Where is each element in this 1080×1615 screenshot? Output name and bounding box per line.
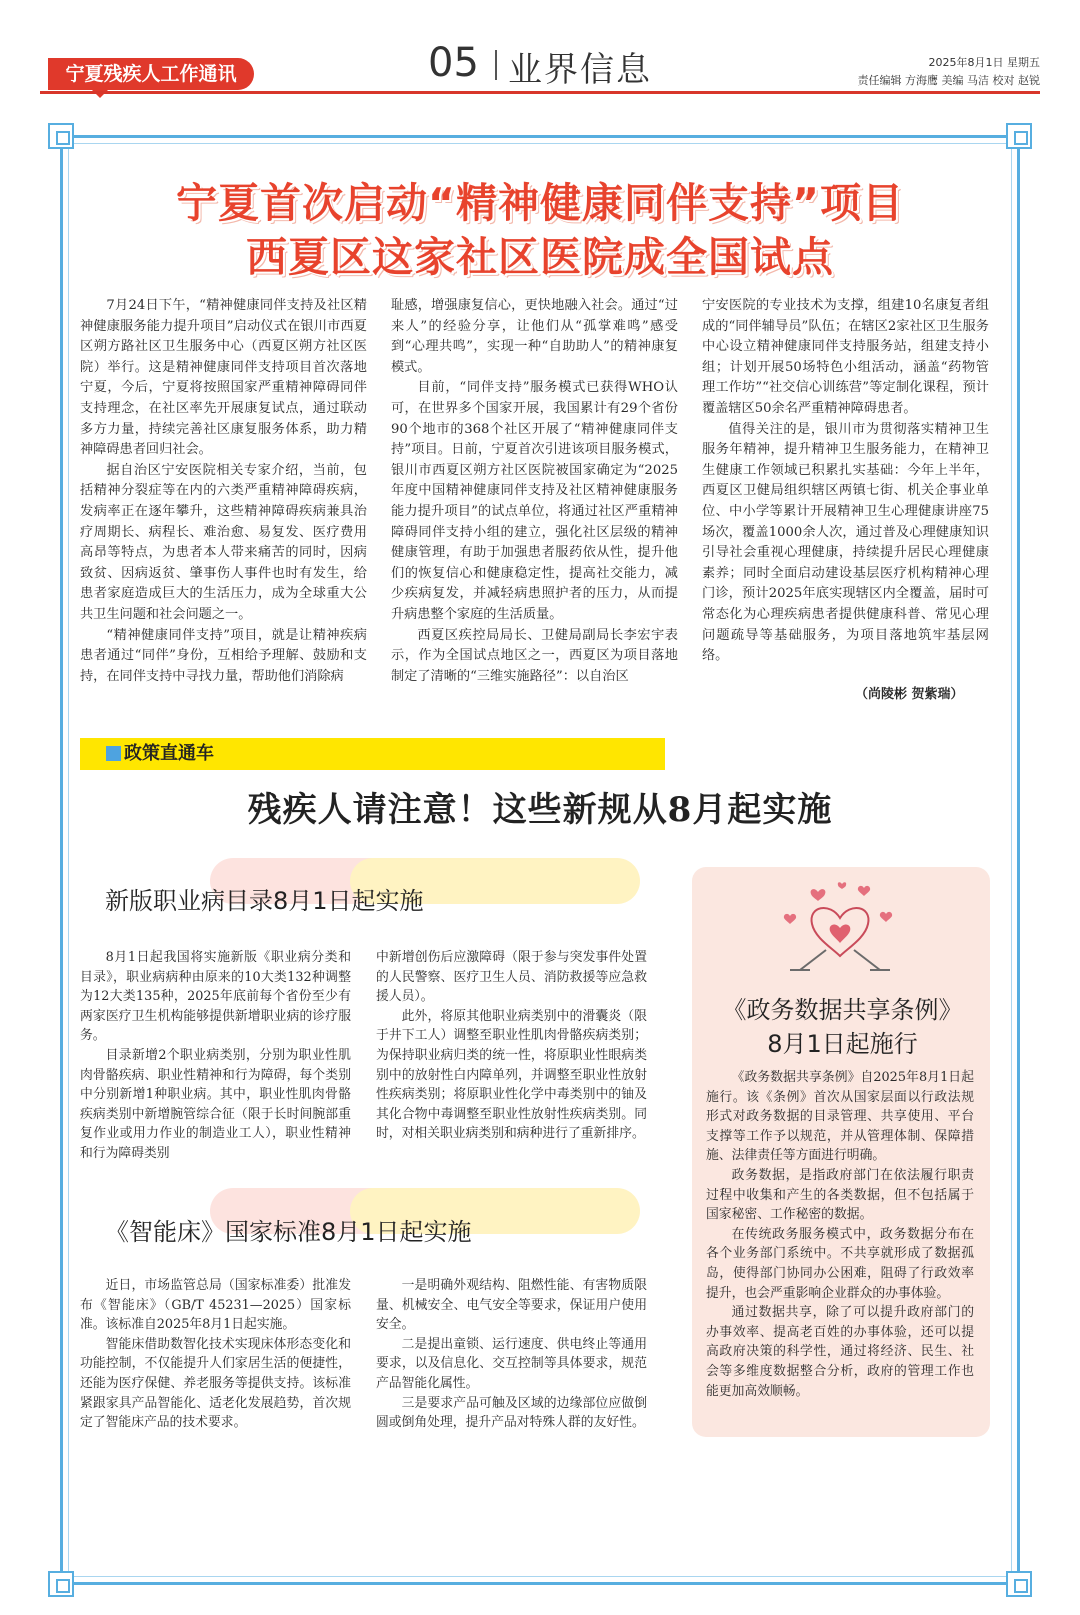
paragraph: 智能床借助数智化技术实现床体形态变化和功能控制，不仅能提升人们家居生活的便捷性，还能为医疗保健、养老服务等提供支持。该标准紧跟家具产品智能化、适老化发展趋势，首次规定了智能床产品的技术要求。 [80, 1336, 351, 1431]
paragraph: “精神健康同伴支持”项目，就是让精神疾病患者通过“同伴”身份，互相给予理解、鼓励和支持，在同伴支持中寻找力量，帮助他们消除病 [80, 627, 367, 684]
page-number: 05 [428, 40, 479, 86]
paragraph: 宁安医院的专业技术为支撑，组建10名康复者组成的“同伴辅导员”队伍；在辖区2家社区卫生服务中心设立精神健康同伴支持服务站，组建支持小组；计划开展50场特色小组活动，涵盖“药物管理工作坊”“社交信心训练营”等定制化课程，预计覆盖辖区50余名严重精神障碍患者。 [702, 298, 989, 416]
article-headline-line1: 宁夏首次启动“精神健康同伴支持”项目 [176, 179, 904, 227]
paragraph: 目录新增2个职业病类别，分别为职业性肌肉骨骼疾病、职业性精神和行为障碍，每个类别中分别新增1种职业病。其中，职业性肌肉骨骼疾病类别中新增腕管综合征（限于长时间腕部重复作业或用力作业的制造业工人），职业性精神和行为障碍类别 [80, 1047, 351, 1161]
item-column-1 [80, 1276, 351, 1433]
item-column-2 [376, 1276, 647, 1433]
header-rule [40, 91, 1040, 94]
paragraph: 西夏区疾控局局长、卫健局副局长李宏宇表示，作为全国试点地区之一，西夏区为项目落地制定了清晰的“三维实施路径”：以自治区 [391, 627, 678, 684]
frame-corner-ornament [1006, 1571, 1032, 1597]
sidebar-body [706, 1068, 974, 1401]
paragraph: 7月24日下午，“精神健康同伴支持及社区精神健康服务能力提升项目”启动仪式在银川市西夏区朔方路社区卫生服务中心（西夏区朔方社区医院）举行。这是精神健康同伴支持项目首次落地宁夏，今后，宁夏将按照国家严重精神障碍同伴支持理念，在社区率先开展康复试点，通过联动多方力量，持续完善社区康复服务体系，助力精神障碍患者回归社会。 [80, 298, 367, 458]
header-divider [495, 50, 497, 80]
item-column-1 [80, 948, 351, 1164]
paragraph: 值得关注的是，银川市为贯彻落实精神卫生服务年精神，提升精神卫生服务能力，在精神卫生健康工作领域已积累扎实基础：今年上半年，西夏区卫健局组织辖区两镇七街、机关企事业单位、中小学等累计开展精神卫生心理健康讲座75场次，覆盖1000余人次，通过普及心理健康知识引导社会重视心理健康，持续提升居民心理健康素养；同时全面启动建设基层医疗机构精神心理门诊，预计2025年底实现辖区内全覆盖，届时可常态化为心理疾病患者提供健康科普、常见心理问题疏导等基础服务，为项目落地筑牢基层网络。 [702, 421, 989, 664]
article-column-1 [80, 296, 367, 687]
article-column-3 [702, 296, 989, 667]
sidebar-heading-line1: 《政务数据共享条例》 [722, 996, 963, 1024]
masthead-label: 宁夏残疾人工作通讯 [48, 58, 254, 90]
blue-square-icon [106, 746, 121, 761]
frame-corner-ornament [48, 1571, 74, 1597]
item-heading: 《智能床》国家标准8月1日起实施 [105, 1218, 472, 1246]
paragraph: 8月1日起我国将实施新版《职业病分类和目录》，职业病病种由原来的10大类132种调整为12大类135种，2025年底前每个省份至少有两家医疗卫生机构能够提供新增职业病的诊疗服务。 [80, 950, 351, 1044]
paragraph: 通过数据共享，除了可以提升政府部门的办事效率、提高老百姓的办事体验，还可以提高政府决策的科学性，通过将经济、民生、社会等多维度数据整合分析，政府的管理工作也能更加高效顺畅。 [706, 1305, 974, 1399]
policy-headline: 残疾人请注意！这些新规从8月起实施 [247, 790, 833, 830]
paragraph: 在传统政务服务模式中，政务数据分布在各个业务部门系统中。不共享就形成了数据孤岛，使得部门协同办公困难，阻碍了行政效率提升，也会严重影响企业群众的办事体验。 [706, 1226, 974, 1301]
article-headline-line2: 西夏区这家社区医院成全国试点 [246, 233, 834, 281]
paragraph: 二是提出童锁、运行速度、供电终止等通用要求，以及信息化、交互控制等具体要求，规范产品智能化属性。 [376, 1336, 647, 1391]
editors-credit: 责任编辑 方海鹰 美编 马洁 校对 赵锐 [857, 74, 1040, 87]
frame-corner-ornament [48, 123, 74, 149]
paragraph: 目前，“同伴支持”服务模式已获得WHO认可，在世界多个国家开展，我国累计有29个省份90个地市的368个社区开展了“精神健康同伴支持”项目。日前，宁夏首次引进该项目服务模式，银川市西夏区朔方社区医院被国家确定为“2025年度中国精神健康同伴支持及社区精神健康服务能力提升项目”的试点单位，将通过社区严重精神障碍同伴支持小组的建立，强化社区层级的精神健康管理，有助于加强患者服药依从性，提升他们的恢复信心和健康稳定性，提高社交能力，减少疾病复发，并减轻病患照护者的压力，从而提升病患整个家庭的生活质量。 [391, 380, 678, 622]
paragraph: 据自治区宁安医院相关专家介绍，当前，包括精神分裂症等在内的六类严重精神障碍疾病，发病率正在逐年攀升，这些精神障碍疾病兼具治疗周期长、病程长、难治愈、易复发、医疗费用高昂等特点，为患者本人带来痛苦的同时，因病致贫、因病返贫、肇事伤人事件也时有发生，给患者家庭造成巨大的生活压力，成为全球重大公共卫生问题和社会问题之一。 [80, 462, 367, 622]
item-heading: 新版职业病目录8月1日起实施 [105, 887, 424, 915]
item-column-2 [376, 948, 647, 1144]
paragraph: 近日，市场监管总局（国家标准委）批准发布《智能床》（GB/T 45231—2025）国家标准。该标准自2025年8月1日起实施。 [80, 1278, 351, 1333]
section-label: 政策直通车 [124, 743, 214, 764]
issue-date: 2025年8月1日 星期五 [928, 56, 1040, 69]
heart-hands-icon [760, 878, 920, 978]
paragraph: 政务数据，是指政府部门在依法履行职责过程中收集和产生的各类数据，但不包括属于国家秘密、工作秘密的数据。 [706, 1167, 974, 1223]
paragraph: 耻感，增强康复信心，更快地融入社会。通过“过来人”的经验分享，让他们从“孤掌难鸣”感受到“心理共鸣”，实现一种“自助助人”的精神康复模式。 [391, 298, 678, 375]
paragraph: 中新增创伤后应激障碍（限于参与突发事件处置的人民警察、医疗卫生人员、消防救援等应急救援人员）。 [376, 950, 647, 1005]
article-column-2 [391, 296, 678, 687]
section-title: 业界信息 [508, 50, 652, 90]
paragraph: 此外，将原其他职业病类别中的滑囊炎（限于井下工人）调整至职业性肌肉骨骼疾病类别；为保持职业病归类的统一性，将原职业性眼病类别中的放射性白内障单列，并调整至职业性放射性疾病类别；将原职业性化学中毒类别中的铀及其化合物中毒调整至职业性放射性疾病类别。同时，对相关职业病类别和病种进行了重新排序。 [376, 1008, 647, 1142]
paragraph: 《政务数据共享条例》自2025年8月1日起施行。该《条例》首次从国家层面以行政法规形式对政务数据的目录管理、共享使用、平台支撑等工作予以规范，并从管理体制、保障措施、法律责任等方面进行明确。 [706, 1070, 974, 1164]
paragraph: 一是明确外观结构、阻燃性能、有害物质限量、机械安全、电气安全等要求，保证用户使用安全。 [376, 1278, 647, 1333]
sidebar-heading-line2: 8月1日起施行 [767, 1030, 918, 1058]
article-byline: （尚陵彬 贺紫瑞） [855, 687, 964, 702]
frame-corner-ornament [1006, 123, 1032, 149]
paragraph: 三是要求产品可触及区域的边缘部位应做倒圆或倒角处理，提升产品对特殊人群的友好性。 [376, 1395, 647, 1431]
